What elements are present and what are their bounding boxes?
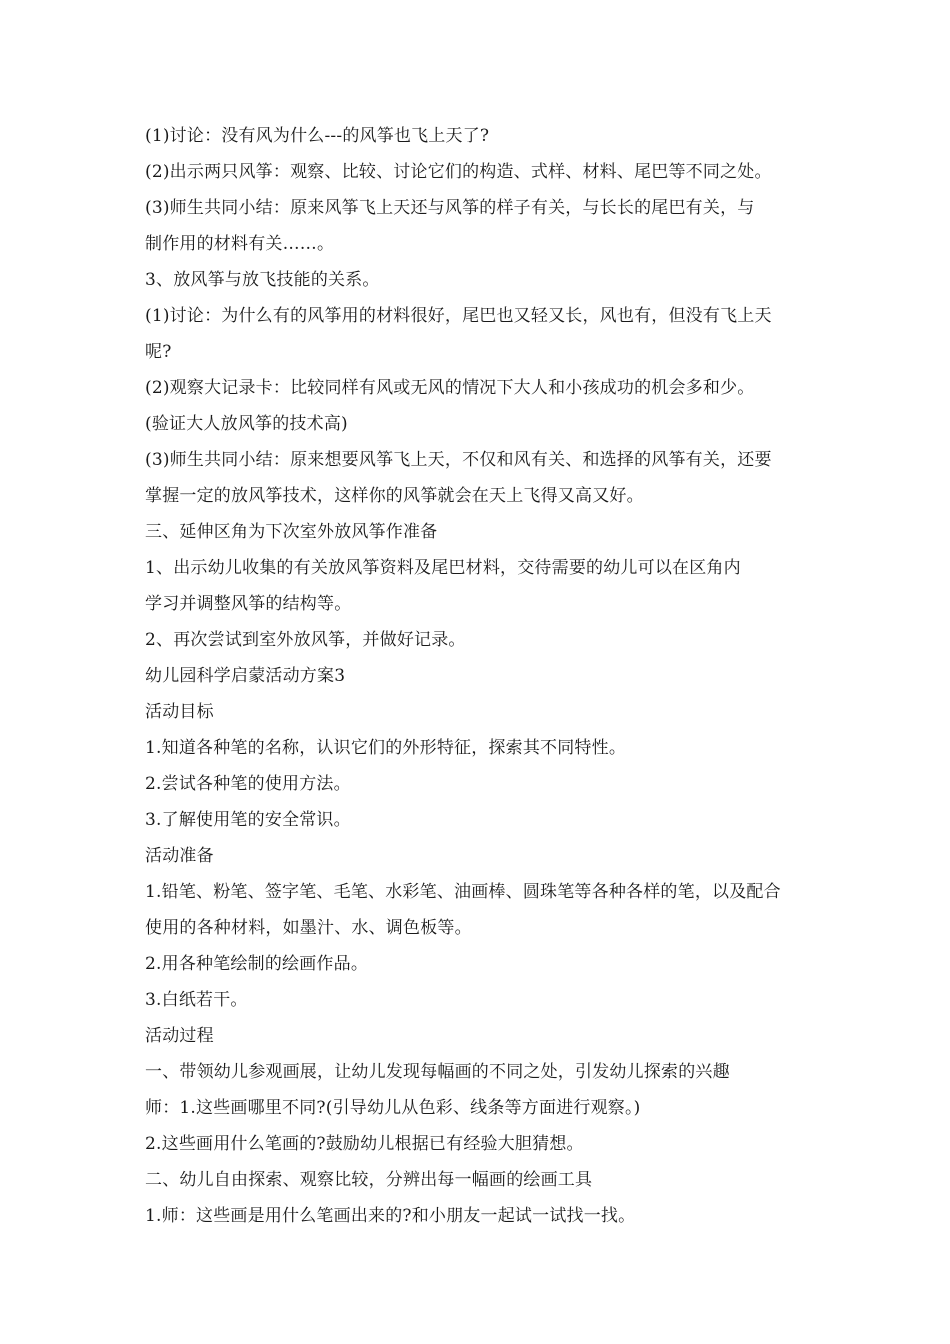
section-heading: 三、延伸区角为下次室外放风筝作准备 bbox=[145, 522, 438, 542]
text-line: 制作用的材料有关……。 bbox=[145, 234, 335, 254]
text-line: (3)师生共同小结：原来风筝飞上天还与风筝的样子有关，与长长的尾巴有关，与 bbox=[145, 198, 755, 218]
text-line: 2.这些画用什么笔画的?鼓励幼儿根据已有经验大胆猜想。 bbox=[145, 1134, 584, 1154]
text-line: (1)讨论：为什么有的风筝用的材料很好，尾巴也又轻又长，风也有，但没有飞上天 bbox=[145, 306, 772, 326]
text-line: 3.了解使用笔的安全常识。 bbox=[145, 810, 351, 830]
text-line: (3)师生共同小结：原来想要风筝飞上天，不仅和风有关、和选择的风筝有关，还要 bbox=[145, 450, 772, 470]
text-line: 2.用各种笔绘制的绘画作品。 bbox=[145, 954, 369, 974]
text-line: (验证大人放风筝的技术高) bbox=[145, 414, 348, 434]
section-heading: 活动目标 bbox=[145, 702, 214, 722]
text-line: 1、出示幼儿收集的有关放风筝资料及尾巴材料，交待需要的幼儿可以在区角内 bbox=[145, 558, 741, 578]
text-line: 学习并调整风筝的结构等。 bbox=[145, 594, 352, 614]
section-heading: 活动准备 bbox=[145, 846, 214, 866]
text-line: 1.铅笔、粉笔、签字笔、毛笔、水彩笔、油画棒、圆珠笔等各种各样的笔，以及配合 bbox=[145, 882, 781, 902]
document-page bbox=[145, 118, 810, 1234]
text-line: 呢? bbox=[145, 342, 172, 362]
text-line: 3、放风筝与放飞技能的关系。 bbox=[145, 270, 380, 290]
text-line: 师：1.这些画哪里不同?(引导幼儿从色彩、线条等方面进行观察。) bbox=[145, 1098, 641, 1118]
text-line: 使用的各种材料，如墨汁、水、调色板等。 bbox=[145, 918, 472, 938]
document-title: 幼儿园科学启蒙活动方案3 bbox=[145, 666, 346, 686]
text-line: (2)观察大记录卡：比较同样有风或无风的情况下大人和小孩成功的机会多和少。 bbox=[145, 378, 755, 398]
text-line: 1.师：这些画是用什么笔画出来的?和小朋友一起试一试找一找。 bbox=[145, 1206, 636, 1226]
text-line: 二、幼儿自由探索、观察比较，分辨出每一幅画的绘画工具 bbox=[145, 1170, 593, 1190]
text-line: 掌握一定的放风筝技术，这样你的风筝就会在天上飞得又高又好。 bbox=[145, 486, 644, 506]
text-line: 1.知道各种笔的名称，认识它们的外形特征，探索其不同特性。 bbox=[145, 738, 627, 758]
text-line: (2)出示两只风筝：观察、比较、讨论它们的构造、式样、材料、尾巴等不同之处。 bbox=[145, 162, 772, 182]
text-line: (1)讨论：没有风为什么---的风筝也飞上天了? bbox=[145, 126, 490, 146]
text-line: 3.白纸若干。 bbox=[145, 990, 248, 1010]
section-heading: 活动过程 bbox=[145, 1026, 214, 1046]
text-line: 一、带领幼儿参观画展，让幼儿发现每幅画的不同之处，引发幼儿探索的兴趣 bbox=[145, 1062, 730, 1082]
text-line: 2.尝试各种笔的使用方法。 bbox=[145, 774, 351, 794]
text-line: 2、再次尝试到室外放风筝，并做好记录。 bbox=[145, 630, 466, 650]
